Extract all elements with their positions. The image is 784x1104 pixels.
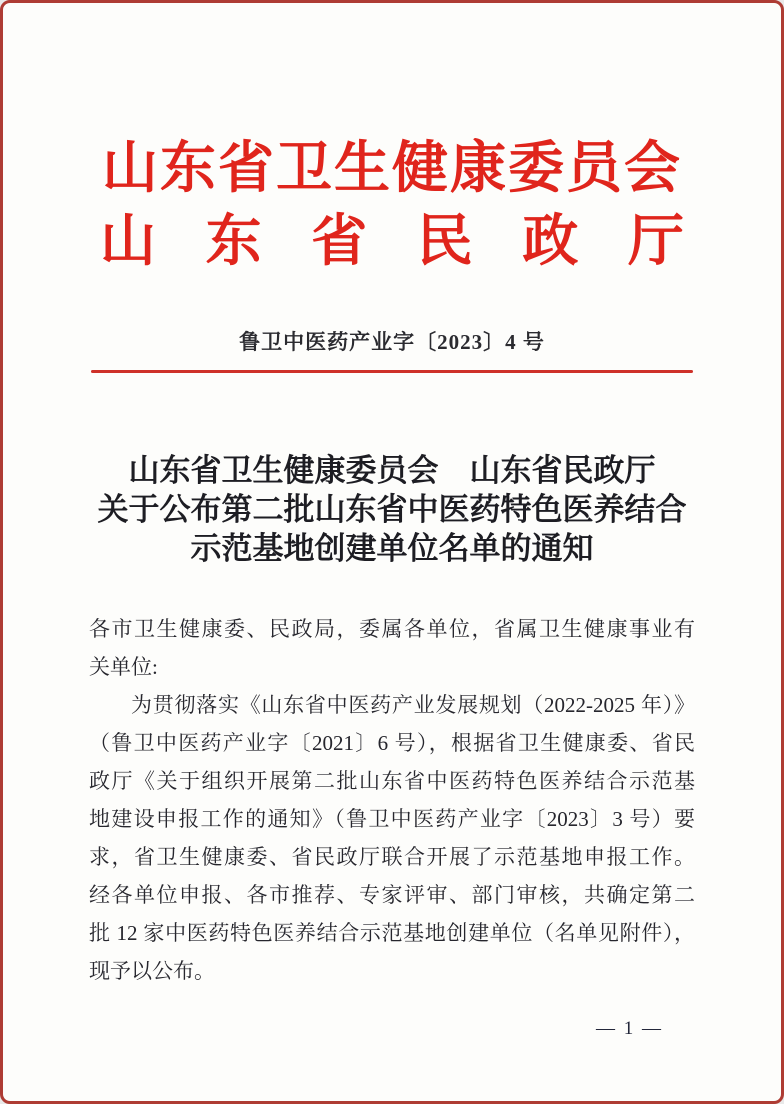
body-line: 经各单位申报、各市推荐、专家评审、部门审核，共确定第二 [89,883,695,907]
doc-title [3,451,781,568]
doc-title-line-2: 关于公布第二批山东省中医药特色医养结合 [97,492,687,527]
body-line: 各市卫生健康委、民政局，委属各单位，省属卫生健康事业有 [89,617,695,641]
body-line: 求，省卫生健康委、省民政厅联合开展了示范基地申报工作。 [89,845,695,869]
doc-number: 鲁卫中医药产业字〔2023〕4 号 [239,330,545,354]
body-line: 地建设申报工作的通知》（鲁卫中医药产业字〔2023〕3 号）要 [89,807,695,831]
doc-title-line-3: 示范基地创建单位名单的通知 [190,531,594,566]
body-line: 关单位: [89,655,158,679]
red-divider [91,370,693,373]
org-header [3,3,781,279]
body-line: 现予以公布。 [89,959,215,983]
body-line: 政厅《关于组织开展第二批山东省中医药特色医养结合示范基 [89,769,695,793]
body-paragraphs [89,610,695,990]
body-line: （鲁卫中医药产业字〔2021〕6 号），根据省卫生健康委、省民 [89,731,695,755]
page-number: — 1 — [596,1018,663,1039]
doc-title-line-1: 山东省卫生健康委员会 山东省民政厅 [128,453,656,488]
body-line: 为贯彻落实《山东省中医药产业发展规划（2022-2025 年）》 [131,693,695,717]
org-name-line-primary: 山东省卫生健康委员会 [102,138,682,200]
body-line: 批 12 家中医药特色医养结合示范基地创建单位（名单见附件）， [89,921,695,945]
org-name-line-secondary: 山东省民政厅 [100,211,684,273]
